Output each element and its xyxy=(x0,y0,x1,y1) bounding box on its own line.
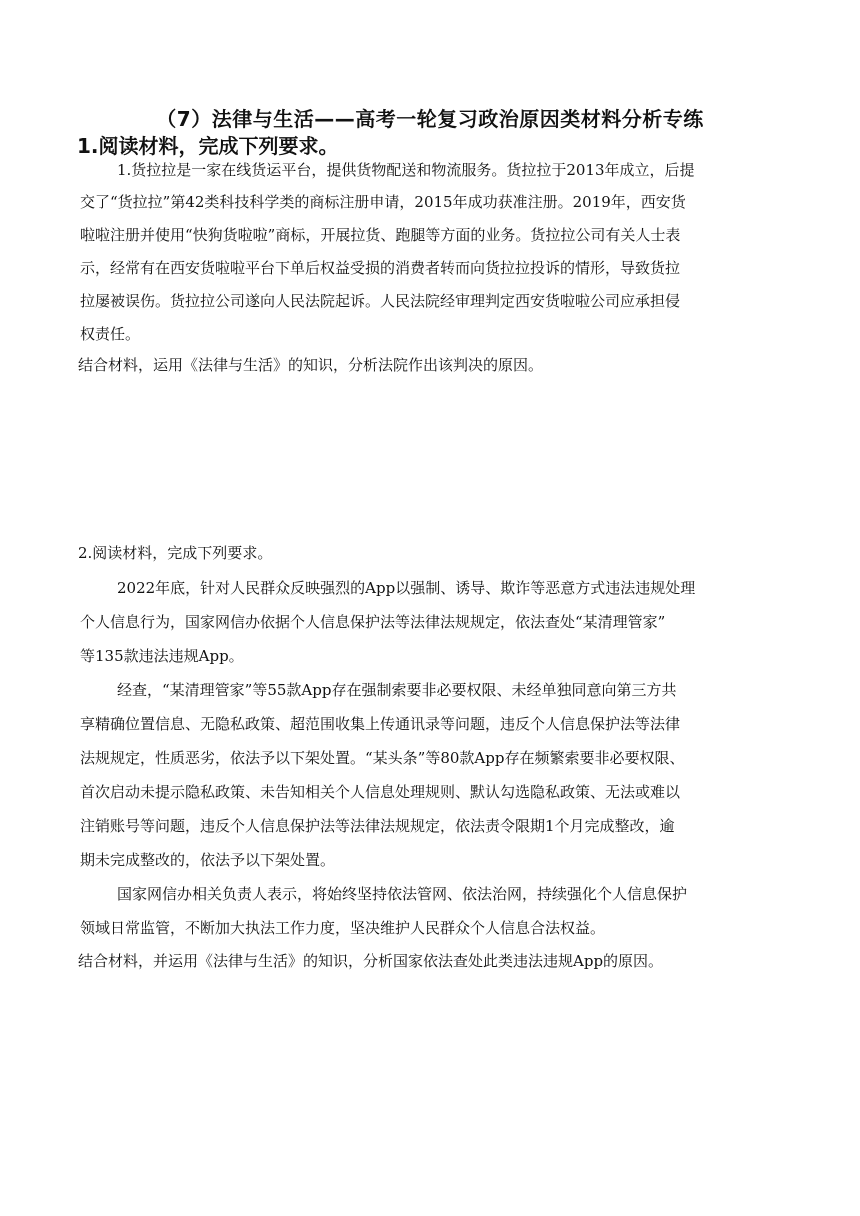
q1-material-line: 示，经常有在西安货啦啦平台下单后权益受损的消费者转而向货拉拉投诉的情形，导致货拉 xyxy=(80,259,681,277)
page-title: （7）法律与生活——高考一轮复习政治原因类材料分析专练 xyxy=(156,107,704,131)
q2-material-line: 经查，“某清理管家”等55款App存在强制索要非必要权限、未经单独同意向第三方共 xyxy=(117,681,677,699)
q2-material-line: 首次启动未提示隐私政策、未告知相关个人信息处理规则、默认勾选隐私政策、无法或难以 xyxy=(80,783,681,801)
q2-material-line: 个人信息行为，国家网信办依据个人信息保护法等法律法规规定，依法查处“某清理管家” xyxy=(80,613,666,631)
q2-material-line: 注销账号等问题，违反个人信息保护法等法律法规规定，依法责令限期1个月完成整改，逾 xyxy=(80,817,675,835)
question-1-heading: 1.阅读材料，完成下列要求。 xyxy=(77,134,339,158)
q1-material-line: 权责任。 xyxy=(80,325,141,343)
q2-material-line: 享精确位置信息、无隐私政策、超范围收集上传通讯录等问题，违反个人信息保护法等法律 xyxy=(80,715,681,733)
question-2-prompt: 结合材料，并运用《法律与生活》的知识，分析国家依法查处此类违法违规App的原因。 xyxy=(78,952,664,970)
q2-material-line: 国家网信办相关负责人表示，将始终坚持依法管网、依法治网，持续强化个人信息保护 xyxy=(117,885,688,903)
q1-material-line: 啦啦注册并使用“快狗货啦啦”商标，开展拉货、跑腿等方面的业务。货拉拉公司有关人士表 xyxy=(80,226,681,244)
question-1-prompt: 结合材料，运用《法律与生活》的知识，分析法院作出该判决的原因。 xyxy=(78,356,544,374)
q2-material-line: 2022年底，针对人民群众反映强烈的App以强制、诱导、欺诈等恶意方式违法违规处理 xyxy=(117,579,696,597)
question-2-heading: 2.阅读材料，完成下列要求。 xyxy=(78,544,273,562)
q1-material-line: 交了“货拉拉”第42类科技科学类的商标注册申请，2015年成功获准注册。2019年，西安货 xyxy=(80,193,686,211)
q1-material-line: 拉屡被误伤。货拉拉公司遂向人民法院起诉。人民法院经审理判定西安货啦啦公司应承担侵 xyxy=(80,292,681,310)
q2-material-line: 法规规定，性质恶劣，依法予以下架处置。“某头条”等80款App存在频繁索要非必要权限、 xyxy=(80,749,685,767)
q1-material-line: 1.货拉拉是一家在线货运平台，提供货物配送和物流服务。货拉拉于2013年成立，后提 xyxy=(117,161,695,179)
q2-material-line: 期未完成整改的，依法予以下架处置。 xyxy=(80,851,336,869)
q2-material-line: 领域日常监管，不断加大执法工作力度，坚决维护人民群众个人信息合法权益。 xyxy=(80,919,606,937)
q2-material-line: 等135款违法违规App。 xyxy=(80,647,244,665)
